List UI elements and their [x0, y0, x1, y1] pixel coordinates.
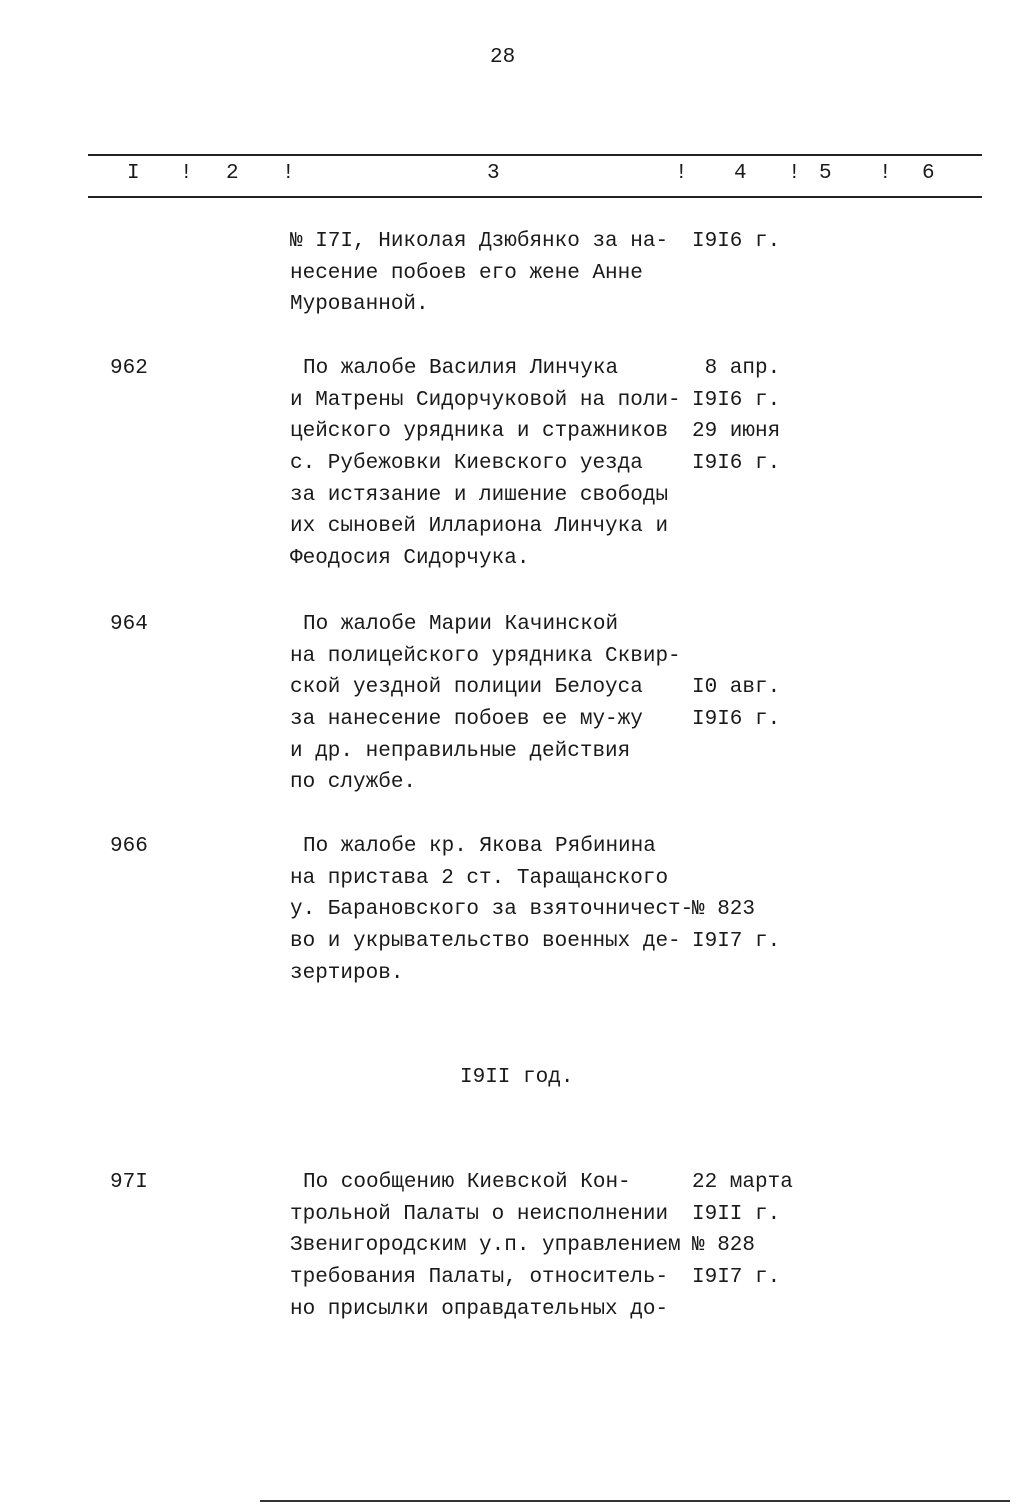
description-text: трольной Палаты о неисполнении [290, 1202, 669, 1226]
date-text: I9I6 г. [692, 708, 781, 732]
description-text: с. Рубежовки Киевского уезда [290, 452, 643, 476]
description-text: и др. неправильные действия [290, 739, 631, 763]
entry-line [0, 353, 1024, 385]
entry-line [0, 672, 1024, 704]
column-separator: ! [879, 162, 892, 185]
date-text: I9I6 г. [692, 452, 781, 476]
entry-line [0, 385, 1024, 417]
description-text: требования Палаты, относитель- [290, 1266, 669, 1290]
date-text: 8 апр. [692, 357, 781, 380]
entry-line [0, 926, 1024, 958]
case-number: 97I [110, 1171, 148, 1194]
date-text: 22 марта [692, 1171, 793, 1194]
date-text: № 828 [692, 1234, 756, 1258]
case-number: 966 [110, 835, 148, 858]
description-text: По жалобе Василия Линчука [303, 357, 619, 380]
date-text: I9II г. [692, 1202, 781, 1226]
description-text: но присылки оправдательных до- [290, 1297, 669, 1321]
entry-line [0, 863, 1024, 895]
entry-line [0, 226, 1024, 258]
description-text: по службе. [290, 771, 417, 795]
page-number: 28 [490, 46, 516, 69]
entry-line [0, 1167, 1024, 1199]
case-entry [0, 1167, 1024, 1325]
header-bottom-rule [88, 196, 982, 198]
description-text: Мурованной. [290, 293, 429, 317]
case-number: 964 [110, 613, 148, 636]
description-text: Феодосия Сидорчука. [290, 547, 530, 571]
description-text: По сообщению Киевской Кон- [303, 1171, 631, 1194]
entry-line [0, 258, 1024, 290]
description-text: за нанесение побоев ее му-жу [290, 708, 643, 732]
date-text: I9I6 г. [692, 230, 781, 253]
description-text: у. Барановского за взяточничест- [290, 898, 694, 922]
case-entry [0, 226, 1024, 321]
description-text: № I7I, Николая Дзюбянко за на- [290, 230, 669, 253]
entry-line [0, 831, 1024, 863]
description-text: Звенигородским у.п. управлением [290, 1234, 681, 1258]
description-text: на пристава 2 ст. Таращанского [290, 866, 669, 890]
description-text: По жалобе Марии Качинской [303, 613, 619, 636]
date-text: I9I6 г. [692, 388, 781, 412]
date-text: I9I7 г. [692, 1266, 781, 1290]
column-header: 5 [819, 162, 832, 185]
description-text: во и укрывательство военных де- [290, 930, 681, 954]
case-entry [0, 609, 1024, 799]
description-text: несение побоев его жене Анне [290, 261, 643, 285]
entry-line [0, 289, 1024, 321]
entry-line [0, 894, 1024, 926]
date-text: I9I7 г. [692, 930, 781, 954]
entry-line [0, 641, 1024, 673]
entry-line [0, 767, 1024, 799]
date-text: 29 июня [692, 420, 781, 444]
column-header: 6 [922, 162, 935, 185]
entry-line [0, 480, 1024, 512]
description-text: и Матрены Сидорчуковой на поли- [290, 388, 681, 412]
entry-line [0, 448, 1024, 480]
description-text: цейского урядника и стражников [290, 420, 669, 444]
section-heading: I9II год. [460, 1066, 574, 1089]
description-text: По жалобе кр. Якова Рябинина [303, 835, 656, 858]
date-text: I0 авг. [692, 676, 781, 700]
date-text: № 823 [692, 898, 756, 922]
case-entry [0, 353, 1024, 575]
entry-line [0, 704, 1024, 736]
column-header: 2 [226, 162, 239, 185]
entry-line [0, 1230, 1024, 1262]
column-separator: ! [675, 162, 688, 185]
column-separator: ! [282, 162, 295, 185]
column-separator: ! [180, 162, 193, 185]
entry-line [0, 511, 1024, 543]
column-separator: ! [788, 162, 801, 185]
entry-line [0, 1262, 1024, 1294]
column-header: 4 [734, 162, 747, 185]
entry-line [0, 416, 1024, 448]
entry-line [0, 609, 1024, 641]
description-text: на полицейского урядника Сквир- [290, 644, 681, 668]
description-text: за истязание и лишение свободы [290, 483, 669, 507]
bottom-rule [260, 1500, 1010, 1502]
entry-line [0, 1294, 1024, 1326]
entry-line [0, 958, 1024, 990]
entry-line [0, 543, 1024, 575]
header-top-rule [88, 154, 982, 156]
description-text: их сыновей Иллариона Линчука и [290, 515, 669, 539]
column-header: I [127, 162, 140, 185]
case-entry [0, 831, 1024, 989]
description-text: зертиров. [290, 961, 404, 985]
column-header: 3 [487, 162, 500, 185]
entry-line [0, 736, 1024, 768]
case-number: 962 [110, 357, 148, 380]
entry-line [0, 1199, 1024, 1231]
description-text: ской уездной полиции Белоуса [290, 676, 643, 700]
